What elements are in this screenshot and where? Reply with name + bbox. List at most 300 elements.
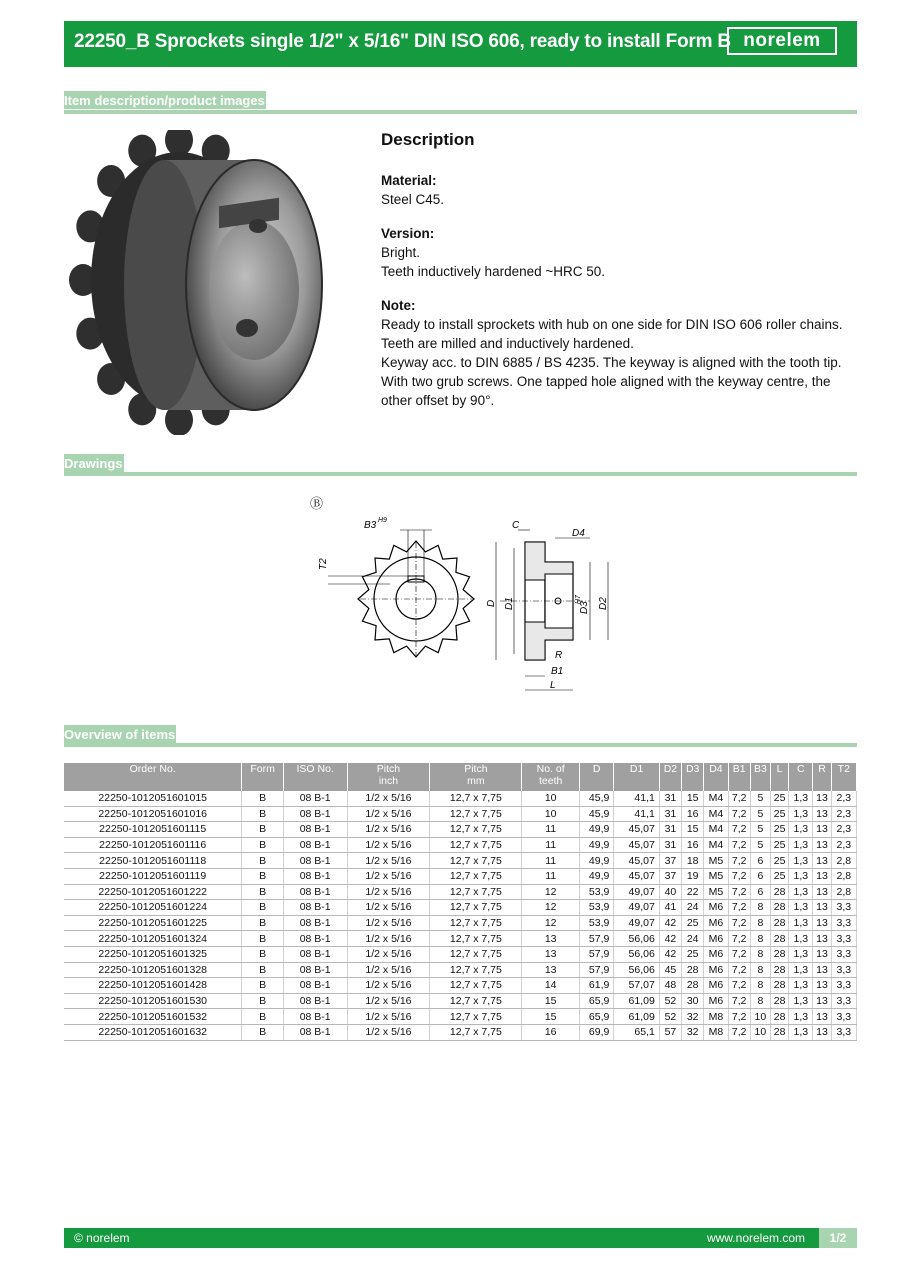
table-cell: B xyxy=(242,806,283,822)
column-header xyxy=(614,763,659,791)
table-cell: 1,3 xyxy=(789,791,813,806)
column-header-line1: D xyxy=(592,763,601,775)
table-cell: 7,2 xyxy=(728,978,750,994)
table-cell: 5 xyxy=(750,837,770,853)
table-row xyxy=(64,915,857,931)
column-header-line1: L xyxy=(776,763,783,775)
table-cell: 52 xyxy=(659,993,681,1009)
table-cell: 18 xyxy=(682,853,704,869)
table-cell: 13 xyxy=(813,884,831,900)
column-header-line1: Pitch xyxy=(376,763,401,775)
column-header-line1: T2 xyxy=(837,763,850,775)
table-cell: B xyxy=(242,931,283,947)
column-header-line1: Order No. xyxy=(129,763,176,775)
table-cell: 7,2 xyxy=(728,931,750,947)
column-header-line1: D1 xyxy=(629,763,644,775)
table-cell: 25 xyxy=(682,946,704,962)
table-cell: 7,2 xyxy=(728,806,750,822)
table-cell: 8 xyxy=(750,993,770,1009)
table-cell: 3,3 xyxy=(831,915,856,931)
table-cell: 11 xyxy=(522,837,580,853)
table-cell: 08 B-1 xyxy=(283,900,347,916)
table-cell: 1/2 x 5/16 xyxy=(347,1009,430,1025)
table-cell: 53,9 xyxy=(579,915,613,931)
table-cell: M4 xyxy=(704,837,728,853)
table-cell: 1/2 x 5/16 xyxy=(347,791,430,806)
description-heading: Description xyxy=(381,130,475,149)
table-cell: 13 xyxy=(522,931,580,947)
table-cell: 08 B-1 xyxy=(283,962,347,978)
table-row xyxy=(64,946,857,962)
table-cell: 13 xyxy=(813,993,831,1009)
table-cell: 61,09 xyxy=(614,993,659,1009)
table-cell: 12,7 x 7,75 xyxy=(430,868,522,884)
table-cell: 8 xyxy=(750,962,770,978)
table-cell: 7,2 xyxy=(728,915,750,931)
table-cell: 28 xyxy=(770,962,788,978)
table-cell: 15 xyxy=(682,822,704,838)
table-cell: M6 xyxy=(704,931,728,947)
column-header xyxy=(430,763,522,791)
table-row xyxy=(64,791,857,806)
table-cell: 1,3 xyxy=(789,1024,813,1040)
order-number-cell: 22250-1012051601119 xyxy=(64,868,242,884)
order-number-cell: 22250-1012051601225 xyxy=(64,915,242,931)
table-cell: 57,9 xyxy=(579,931,613,947)
table-cell: 42 xyxy=(659,915,681,931)
table-cell: M4 xyxy=(704,806,728,822)
column-header xyxy=(659,763,681,791)
dim-r: R xyxy=(555,650,563,661)
table-cell: 49,07 xyxy=(614,900,659,916)
table-cell: 5 xyxy=(750,791,770,806)
order-number-cell: 22250-1012051601428 xyxy=(64,978,242,994)
table-cell: 08 B-1 xyxy=(283,931,347,947)
table-cell: 1,3 xyxy=(789,900,813,916)
table-cell: 65,1 xyxy=(614,1024,659,1040)
table-cell: B xyxy=(242,1024,283,1040)
table-cell: 28 xyxy=(770,915,788,931)
table-cell: 13 xyxy=(813,978,831,994)
table-cell: 08 B-1 xyxy=(283,993,347,1009)
column-header-line2: mm xyxy=(467,775,485,787)
table-cell: 49,9 xyxy=(579,868,613,884)
table-cell: 08 B-1 xyxy=(283,1024,347,1040)
table-cell: 2,3 xyxy=(831,806,856,822)
table-cell: 24 xyxy=(682,900,704,916)
table-cell: M5 xyxy=(704,853,728,869)
table-cell: M6 xyxy=(704,978,728,994)
section-divider xyxy=(64,472,857,476)
table-cell: 10 xyxy=(522,806,580,822)
table-cell: 37 xyxy=(659,853,681,869)
table-cell: 28 xyxy=(770,931,788,947)
column-header-line1: No. of xyxy=(536,763,565,775)
table-cell: 1/2 x 5/16 xyxy=(347,946,430,962)
table-cell: 08 B-1 xyxy=(283,915,347,931)
table-cell: M5 xyxy=(704,884,728,900)
order-number-cell: 22250-1012051601116 xyxy=(64,837,242,853)
table-cell: 7,2 xyxy=(728,791,750,806)
dim-d3: D3 xyxy=(579,601,590,614)
table-cell: 12,7 x 7,75 xyxy=(430,806,522,822)
table-cell: 28 xyxy=(770,993,788,1009)
table-cell: 3,3 xyxy=(831,962,856,978)
table-cell: 12,7 x 7,75 xyxy=(430,837,522,853)
table-cell: 8 xyxy=(750,931,770,947)
table-cell: 08 B-1 xyxy=(283,868,347,884)
dim-c: C xyxy=(512,520,520,531)
table-cell: 08 B-1 xyxy=(283,1009,347,1025)
table-cell: 41 xyxy=(659,900,681,916)
table-cell: 13 xyxy=(813,962,831,978)
dim-h9: H9 xyxy=(378,517,387,524)
table-cell: 28 xyxy=(682,962,704,978)
table-cell: 3,3 xyxy=(831,1024,856,1040)
order-number-cell: 22250-1012051601224 xyxy=(64,900,242,916)
table-cell: 16 xyxy=(522,1024,580,1040)
table-cell: 41,1 xyxy=(614,806,659,822)
column-header xyxy=(682,763,704,791)
section-divider xyxy=(64,743,857,747)
table-cell: 1,3 xyxy=(789,837,813,853)
table-cell: 7,2 xyxy=(728,1009,750,1025)
table-cell: 57,9 xyxy=(579,962,613,978)
table-cell: 12,7 x 7,75 xyxy=(430,946,522,962)
table-cell: 12,7 x 7,75 xyxy=(430,993,522,1009)
table-cell: 8 xyxy=(750,915,770,931)
column-header xyxy=(579,763,613,791)
note-line: Ready to install sprockets with hub on one side for DIN ISO 606 roller chains. Teeth are milled and inductively hardened. xyxy=(381,317,843,351)
dim-t2: T2 xyxy=(318,558,329,570)
table-cell: M8 xyxy=(704,1024,728,1040)
table-cell: 7,2 xyxy=(728,900,750,916)
table-cell: 1,3 xyxy=(789,884,813,900)
table-cell: 31 xyxy=(659,806,681,822)
table-cell: 31 xyxy=(659,822,681,838)
table-cell: 12 xyxy=(522,900,580,916)
table-cell: 56,06 xyxy=(614,931,659,947)
section-divider xyxy=(64,110,857,114)
table-cell: 28 xyxy=(770,978,788,994)
dim-d: D xyxy=(486,599,497,607)
table-cell: M6 xyxy=(704,915,728,931)
table-cell: 40 xyxy=(659,884,681,900)
table-row xyxy=(64,962,857,978)
table-cell: 28 xyxy=(682,978,704,994)
table-cell: 15 xyxy=(522,1009,580,1025)
table-row xyxy=(64,822,857,838)
table-cell: 08 B-1 xyxy=(283,884,347,900)
table-cell: 49,9 xyxy=(579,822,613,838)
table-cell: B xyxy=(242,822,283,838)
table-row xyxy=(64,993,857,1009)
material-block xyxy=(381,171,857,209)
table-cell: B xyxy=(242,993,283,1009)
column-header xyxy=(728,763,750,791)
table-cell: 1,3 xyxy=(789,978,813,994)
column-header xyxy=(283,763,347,791)
table-row xyxy=(64,868,857,884)
table-cell: 1/2 x 5/16 xyxy=(347,822,430,838)
table-cell: 32 xyxy=(682,1009,704,1025)
table-cell: 3,3 xyxy=(831,931,856,947)
table-cell: 3,3 xyxy=(831,1009,856,1025)
table-cell: 6 xyxy=(750,853,770,869)
table-cell: 12,7 x 7,75 xyxy=(430,978,522,994)
table-cell: 57,07 xyxy=(614,978,659,994)
table-cell: 2,8 xyxy=(831,853,856,869)
table-cell: 12,7 x 7,75 xyxy=(430,962,522,978)
table-cell: 12,7 x 7,75 xyxy=(430,791,522,806)
table-cell: 1,3 xyxy=(789,1009,813,1025)
table-cell: 15 xyxy=(522,993,580,1009)
table-cell: B xyxy=(242,900,283,916)
dim-h7: H7 xyxy=(575,595,582,604)
table-cell: 28 xyxy=(770,1024,788,1040)
column-header xyxy=(831,763,856,791)
table-cell: 28 xyxy=(770,884,788,900)
table-cell: 30 xyxy=(682,993,704,1009)
table-cell: 22 xyxy=(682,884,704,900)
table-cell: 1,3 xyxy=(789,915,813,931)
table-cell: 12,7 x 7,75 xyxy=(430,931,522,947)
section-title-item-description: Item description/product images xyxy=(64,93,265,108)
table-cell: 13 xyxy=(522,962,580,978)
table-cell: M6 xyxy=(704,962,728,978)
table-cell: 56,06 xyxy=(614,962,659,978)
table-cell: 3,3 xyxy=(831,978,856,994)
table-cell: 7,2 xyxy=(728,946,750,962)
table-cell: 49,9 xyxy=(579,837,613,853)
table-cell: 25 xyxy=(770,868,788,884)
table-cell: 37 xyxy=(659,868,681,884)
table-cell: 7,2 xyxy=(728,837,750,853)
table-cell: 1/2 x 5/16 xyxy=(347,978,430,994)
column-header xyxy=(770,763,788,791)
table-cell: 2,8 xyxy=(831,868,856,884)
table-cell: B xyxy=(242,962,283,978)
table-cell: M6 xyxy=(704,946,728,962)
column-header xyxy=(242,763,283,791)
table-header-row xyxy=(64,763,857,791)
table-cell: 65,9 xyxy=(579,993,613,1009)
table-cell: 15 xyxy=(682,791,704,806)
table-cell: M5 xyxy=(704,868,728,884)
table-cell: 13 xyxy=(813,806,831,822)
table-cell: 12,7 x 7,75 xyxy=(430,853,522,869)
table-cell: 13 xyxy=(813,853,831,869)
table-cell: 8 xyxy=(750,946,770,962)
table-cell: 1,3 xyxy=(789,993,813,1009)
dim-b1: B1 xyxy=(551,666,564,677)
table-cell: 13 xyxy=(813,837,831,853)
table-cell: 10 xyxy=(750,1009,770,1025)
table-cell: 1/2 x 5/16 xyxy=(347,884,430,900)
table-cell: 45,9 xyxy=(579,806,613,822)
column-header-line2: teeth xyxy=(539,775,563,787)
table-cell: 24 xyxy=(682,931,704,947)
order-number-cell: 22250-1012051601222 xyxy=(64,884,242,900)
table-cell: 13 xyxy=(813,1024,831,1040)
dim-l: L xyxy=(550,680,556,691)
table-cell: 13 xyxy=(813,868,831,884)
table-cell: 12,7 x 7,75 xyxy=(430,915,522,931)
order-number-cell: 22250-1012051601015 xyxy=(64,791,242,806)
table-cell: 42 xyxy=(659,931,681,947)
table-cell: 12,7 x 7,75 xyxy=(430,822,522,838)
table-cell: 49,9 xyxy=(579,853,613,869)
column-header xyxy=(789,763,813,791)
footer-copyright: © norelem xyxy=(74,1231,130,1245)
dim-d4: D4 xyxy=(572,528,585,539)
table-cell: 1/2 x 5/16 xyxy=(347,806,430,822)
table-cell: 14 xyxy=(522,978,580,994)
table-cell: 16 xyxy=(682,806,704,822)
section-title-overview: Overview of items xyxy=(64,727,176,742)
table-cell: 08 B-1 xyxy=(283,853,347,869)
table-row xyxy=(64,978,857,994)
table-cell: 7,2 xyxy=(728,1024,750,1040)
table-cell: 8 xyxy=(750,900,770,916)
table-cell: 31 xyxy=(659,837,681,853)
table-cell: 1/2 x 5/16 xyxy=(347,1024,430,1040)
table-cell: 16 xyxy=(682,837,704,853)
column-header-line1: D2 xyxy=(663,763,678,775)
table-cell: 42 xyxy=(659,946,681,962)
table-cell: 1/2 x 5/16 xyxy=(347,868,430,884)
column-header-line1: R xyxy=(818,763,826,775)
table-cell: 1/2 x 5/16 xyxy=(347,837,430,853)
table-cell: 1/2 x 5/16 xyxy=(347,853,430,869)
table-cell: 48 xyxy=(659,978,681,994)
page-number: 1/2 xyxy=(819,1228,857,1248)
table-cell: 12 xyxy=(522,884,580,900)
table-cell: 53,9 xyxy=(579,884,613,900)
table-cell: 57,9 xyxy=(579,946,613,962)
table-cell: 28 xyxy=(770,1009,788,1025)
table-cell: 45,07 xyxy=(614,822,659,838)
table-cell: B xyxy=(242,791,283,806)
column-header-line2: inch xyxy=(378,775,399,787)
column-header xyxy=(347,763,430,791)
table-cell: 25 xyxy=(770,791,788,806)
section-title-drawings: Drawings xyxy=(64,456,123,471)
material-value: Steel C45. xyxy=(381,192,445,207)
table-cell: 2,3 xyxy=(831,837,856,853)
table-cell: 5 xyxy=(750,822,770,838)
column-header-line1: B1 xyxy=(732,763,746,775)
table-cell: 1/2 x 5/16 xyxy=(347,900,430,916)
table-cell: 11 xyxy=(522,853,580,869)
table-cell: 6 xyxy=(750,868,770,884)
material-label: Material: xyxy=(381,173,437,188)
column-header-line1: C xyxy=(797,763,805,775)
table-cell: 28 xyxy=(770,946,788,962)
note-label: Note: xyxy=(381,298,416,313)
table-cell: 13 xyxy=(813,1009,831,1025)
column-header xyxy=(522,763,580,791)
order-number-cell: 22250-1012051601530 xyxy=(64,993,242,1009)
table-cell: 12,7 x 7,75 xyxy=(430,1009,522,1025)
version-line: Teeth inductively hardened ~HRC 50. xyxy=(381,264,606,279)
table-cell: M4 xyxy=(704,822,728,838)
table-cell: 1,3 xyxy=(789,962,813,978)
table-cell: 45 xyxy=(659,962,681,978)
order-number-cell: 22250-1012051601324 xyxy=(64,931,242,947)
table-cell: 13 xyxy=(813,915,831,931)
page-title: 22250_B Sprockets single 1/2" x 5/16" DIN ISO 606, ready to install Form B xyxy=(74,31,731,52)
column-header-line1: B3 xyxy=(753,763,767,775)
table-cell: 13 xyxy=(813,900,831,916)
table-cell: B xyxy=(242,884,283,900)
table-cell: 1,3 xyxy=(789,868,813,884)
table-cell: B xyxy=(242,868,283,884)
table-cell: 45,9 xyxy=(579,791,613,806)
table-cell: 1,3 xyxy=(789,946,813,962)
table-row xyxy=(64,806,857,822)
table-cell: 7,2 xyxy=(728,884,750,900)
table-row xyxy=(64,1024,857,1040)
table-row xyxy=(64,837,857,853)
table-cell: 25 xyxy=(770,837,788,853)
items-table xyxy=(64,763,857,1041)
table-cell: 1/2 x 5/16 xyxy=(347,993,430,1009)
table-row xyxy=(64,884,857,900)
table-cell: 7,2 xyxy=(728,868,750,884)
table-cell: 32 xyxy=(682,1024,704,1040)
order-number-cell: 22250-1012051601325 xyxy=(64,946,242,962)
table-cell: 69,9 xyxy=(579,1024,613,1040)
table-cell: 61,9 xyxy=(579,978,613,994)
order-number-cell: 22250-1012051601115 xyxy=(64,822,242,838)
table-cell: 11 xyxy=(522,822,580,838)
table-cell: 08 B-1 xyxy=(283,806,347,822)
table-cell: 08 B-1 xyxy=(283,946,347,962)
table-cell: 3,3 xyxy=(831,946,856,962)
note-line: Keyway acc. to DIN 6885 / BS 4235. The keyway is aligned with the tooth tip. xyxy=(381,355,842,370)
table-cell: M4 xyxy=(704,791,728,806)
column-header xyxy=(704,763,728,791)
page-footer xyxy=(64,1228,857,1248)
table-body xyxy=(64,791,857,1040)
table-cell: 3,3 xyxy=(831,993,856,1009)
order-number-cell: 22250-1012051601016 xyxy=(64,806,242,822)
footer-url-link[interactable]: www.norelem.com xyxy=(706,1231,805,1245)
order-number-cell: 22250-1012051601118 xyxy=(64,853,242,869)
dim-d2: D2 xyxy=(598,597,609,610)
table-cell: 49,07 xyxy=(614,915,659,931)
table-cell: 12,7 x 7,75 xyxy=(430,1024,522,1040)
table-cell: M6 xyxy=(704,993,728,1009)
form-b-marker: Ⓑ xyxy=(310,496,324,511)
table-cell: 13 xyxy=(813,946,831,962)
table-cell: 1,3 xyxy=(789,853,813,869)
table-cell: 12,7 x 7,75 xyxy=(430,900,522,916)
dim-d1: D1 xyxy=(504,597,515,610)
table-cell: 25 xyxy=(770,806,788,822)
table-row xyxy=(64,853,857,869)
table-cell: 1,3 xyxy=(789,822,813,838)
version-block xyxy=(381,224,857,281)
table-cell: 7,2 xyxy=(728,822,750,838)
table-cell: B xyxy=(242,978,283,994)
table-cell: 13 xyxy=(813,931,831,947)
table-cell: 1/2 x 5/16 xyxy=(347,931,430,947)
page-header xyxy=(64,21,857,67)
table-cell: 10 xyxy=(522,791,580,806)
technical-drawing xyxy=(300,492,630,702)
